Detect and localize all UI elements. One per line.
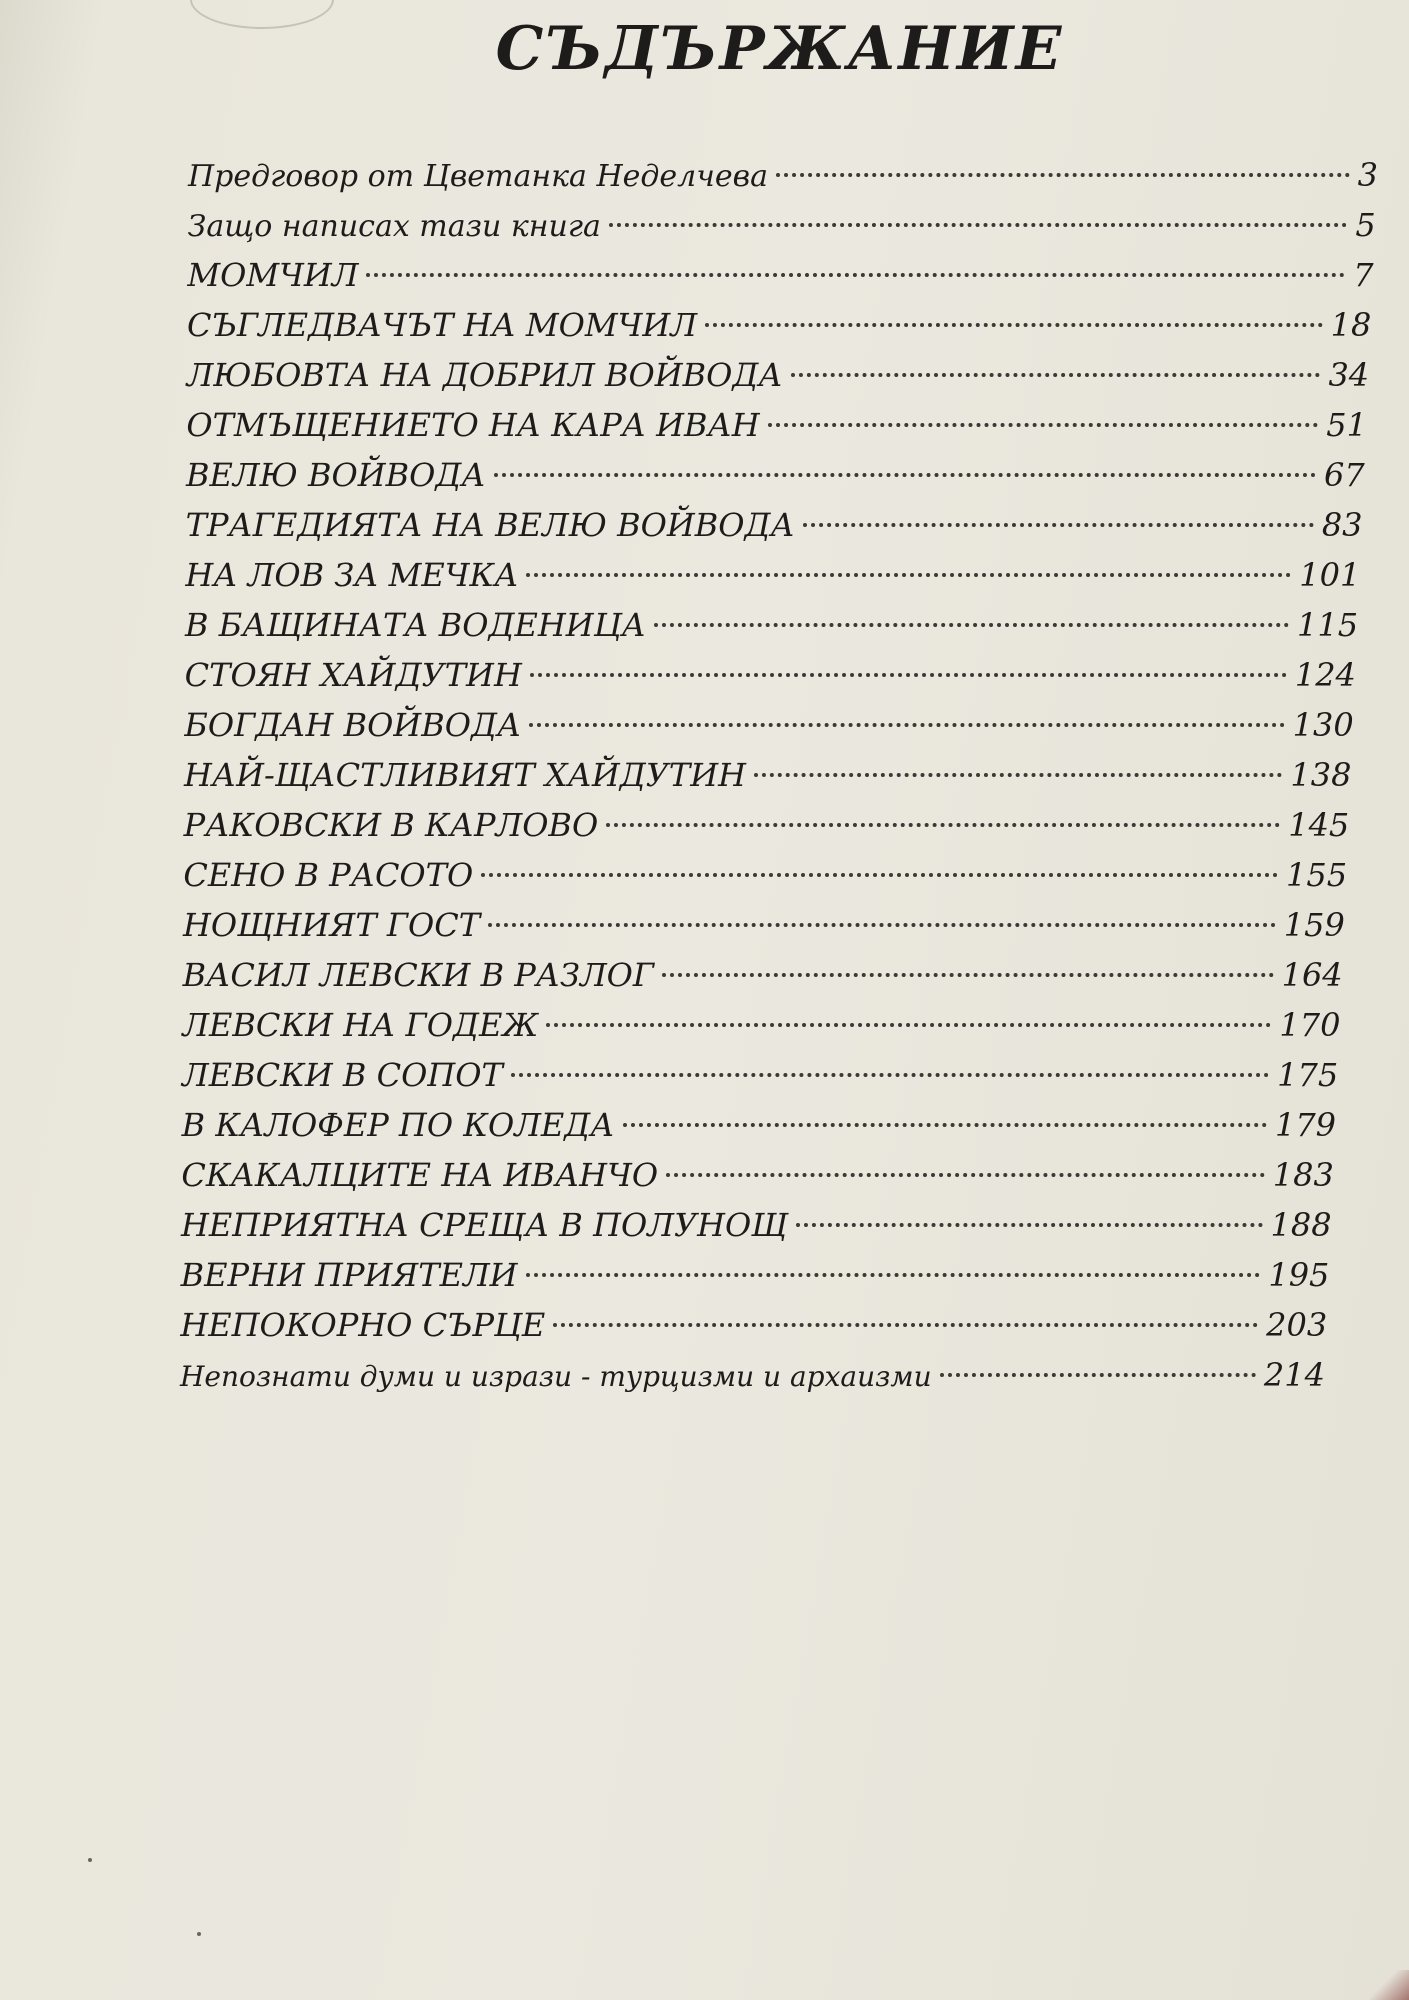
toc-entry-title: НОЩНИЯТ ГОСТ <box>183 906 481 944</box>
toc-entry-page-number: 83 <box>1321 506 1363 544</box>
toc-entry-page-number: 7 <box>1353 256 1374 294</box>
toc-entry-page-number: 188 <box>1270 1206 1332 1244</box>
toc-entry-title: Непознати думи и изрази - турцизми и архаизми <box>180 1360 932 1393</box>
toc-entry-page-number: 214 <box>1263 1356 1325 1394</box>
dot-leader <box>623 1123 1267 1127</box>
toc-entry-title: ТРАГЕДИЯТА НА ВЕЛЮ ВОЙВОДА <box>185 506 795 544</box>
dot-leader <box>662 973 1273 977</box>
dot-leader <box>791 373 1321 377</box>
toc-entry-page-number: 115 <box>1297 606 1359 644</box>
toc-entry-page-number: 130 <box>1292 706 1354 744</box>
toc-entry-page-number: 18 <box>1330 306 1372 344</box>
page-title: СЪДЪРЖАНИЕ <box>495 14 1064 84</box>
toc-entry <box>181 1155 1334 1195</box>
toc-entry-page-number: 34 <box>1328 356 1370 394</box>
toc-entry-title: ВАСИЛ ЛЕВСКИ В РАЗЛОГ <box>182 956 655 994</box>
toc-entry-title: НЕПРИЯТНА СРЕЩА В ПОЛУНОЩ <box>181 1206 788 1244</box>
toc-entry-title: НА ЛОВ ЗА МЕЧКА <box>185 556 519 594</box>
toc-entry <box>188 155 1378 195</box>
dot-leader <box>654 623 1289 627</box>
toc-entry-title: НАЙ-ЩАСТЛИВИЯТ ХАЙДУТИН <box>184 756 747 794</box>
toc-entry-title: В БАЩИНАТА ВОДЕНИЦА <box>185 606 646 644</box>
toc-entry <box>183 855 1347 895</box>
toc-entry-page-number: 101 <box>1299 556 1361 594</box>
toc-entry <box>182 1055 1338 1095</box>
dot-leader <box>705 323 1323 327</box>
dot-leader <box>796 1223 1263 1227</box>
dot-leader <box>494 473 1316 477</box>
toc-entry <box>185 605 1358 645</box>
toc-entry-title: СЪГЛЕДВАЧЪТ НА МОМЧИЛ <box>187 306 698 344</box>
toc-entry-title: ЛЕВСКИ НА ГОДЕЖ <box>182 1006 539 1044</box>
toc-entry <box>181 1205 1332 1245</box>
toc-entry-title: Предговор от Цветанка Неделчева <box>188 159 769 194</box>
toc-entry <box>181 1255 1330 1295</box>
toc-entry-page-number: 164 <box>1281 956 1343 994</box>
dot-leader <box>768 423 1319 427</box>
toc-entry-page-number: 159 <box>1283 906 1345 944</box>
toc-entry-page-number: 170 <box>1279 1006 1341 1044</box>
toc-entry <box>186 455 1365 495</box>
toc-entry-title: ЛЮБОВТА НА ДОБРИЛ ВОЙВОДА <box>186 356 783 394</box>
dot-leader <box>481 873 1278 877</box>
toc-entry <box>186 405 1367 445</box>
toc-entry-page-number: 145 <box>1288 806 1350 844</box>
toc-entry <box>183 955 1343 995</box>
toc-entry <box>184 805 1350 845</box>
toc-entry-page-number: 51 <box>1326 406 1367 444</box>
dot-leader <box>609 223 1348 227</box>
toc-entry <box>184 755 1352 795</box>
toc-entry-page-number: 67 <box>1324 456 1365 494</box>
dot-leader <box>366 273 1345 277</box>
dot-leader <box>754 773 1282 777</box>
toc-entry-page-number: 203 <box>1266 1306 1328 1344</box>
toc-entry-page-number: 175 <box>1277 1056 1339 1094</box>
toc-entry <box>182 1105 1336 1145</box>
toc-entry-page-number: 179 <box>1274 1106 1337 1144</box>
dot-leader <box>776 173 1350 177</box>
dot-leader <box>546 1023 1271 1027</box>
dot-leader <box>530 673 1287 677</box>
toc-entry-title: ВЕЛЮ ВОЙВОДА <box>186 456 486 494</box>
toc-entry-title: БОГДАН ВОЙВОДА <box>184 706 522 744</box>
toc-entry-title: НЕПОКОРНО СЪРЦЕ <box>180 1306 546 1344</box>
toc-entry-page-number: 5 <box>1355 206 1376 244</box>
toc-entry <box>186 505 1363 545</box>
toc-entry <box>187 255 1373 295</box>
toc-entry <box>180 1355 1325 1395</box>
toc-entry-page-number: 3 <box>1357 156 1378 194</box>
toc-entry-title: Защо написах тази книга <box>187 209 601 244</box>
dot-leader <box>666 1173 1265 1177</box>
toc-entry <box>187 305 1371 345</box>
dot-leader <box>529 723 1284 727</box>
dot-leader <box>940 1373 1256 1377</box>
dot-leader <box>606 823 1280 827</box>
toc-entry <box>182 1005 1340 1045</box>
toc-entry-title: ОТМЪЩЕНИЕТО НА КАРА ИВАН <box>186 406 760 444</box>
toc-entry <box>183 905 1345 945</box>
dot-leader <box>526 1273 1261 1277</box>
dot-leader <box>526 573 1291 577</box>
toc-entry <box>185 555 1360 595</box>
toc-entry <box>185 655 1356 695</box>
dot-leader <box>488 923 1276 927</box>
toc-entry-title: ВЕРНИ ПРИЯТЕЛИ <box>180 1256 518 1294</box>
toc-entry-title: СЕНО В РАСОТО <box>183 856 474 894</box>
toc-entry-page-number: 183 <box>1272 1156 1334 1194</box>
toc-entry <box>180 1305 1327 1345</box>
toc-entry-title: СТОЯН ХАЙДУТИН <box>184 656 522 694</box>
toc-entry-title: РАКОВСКИ В КАРЛОВО <box>183 806 599 844</box>
toc-entry-page-number: 138 <box>1290 756 1352 794</box>
toc-entry-title: ЛЕВСКИ В СОПОТ <box>182 1056 503 1094</box>
toc-entry-page-number: 195 <box>1268 1256 1330 1294</box>
dot-leader <box>553 1323 1258 1327</box>
toc-entry-title: В КАЛОФЕР ПО КОЛЕДА <box>181 1106 615 1144</box>
toc-entry-page-number: 124 <box>1294 656 1356 694</box>
toc-entry-page-number: 155 <box>1286 856 1348 894</box>
toc-entry-title: СКАКАЛЦИТЕ НА ИВАНЧО <box>181 1156 659 1194</box>
toc-entry <box>184 705 1353 745</box>
dot-leader <box>511 1073 1269 1077</box>
toc-entry <box>188 205 1376 245</box>
dot-leader <box>803 523 1314 527</box>
toc-entry <box>187 355 1370 395</box>
toc-entry-title: МОМЧИЛ <box>187 256 359 294</box>
